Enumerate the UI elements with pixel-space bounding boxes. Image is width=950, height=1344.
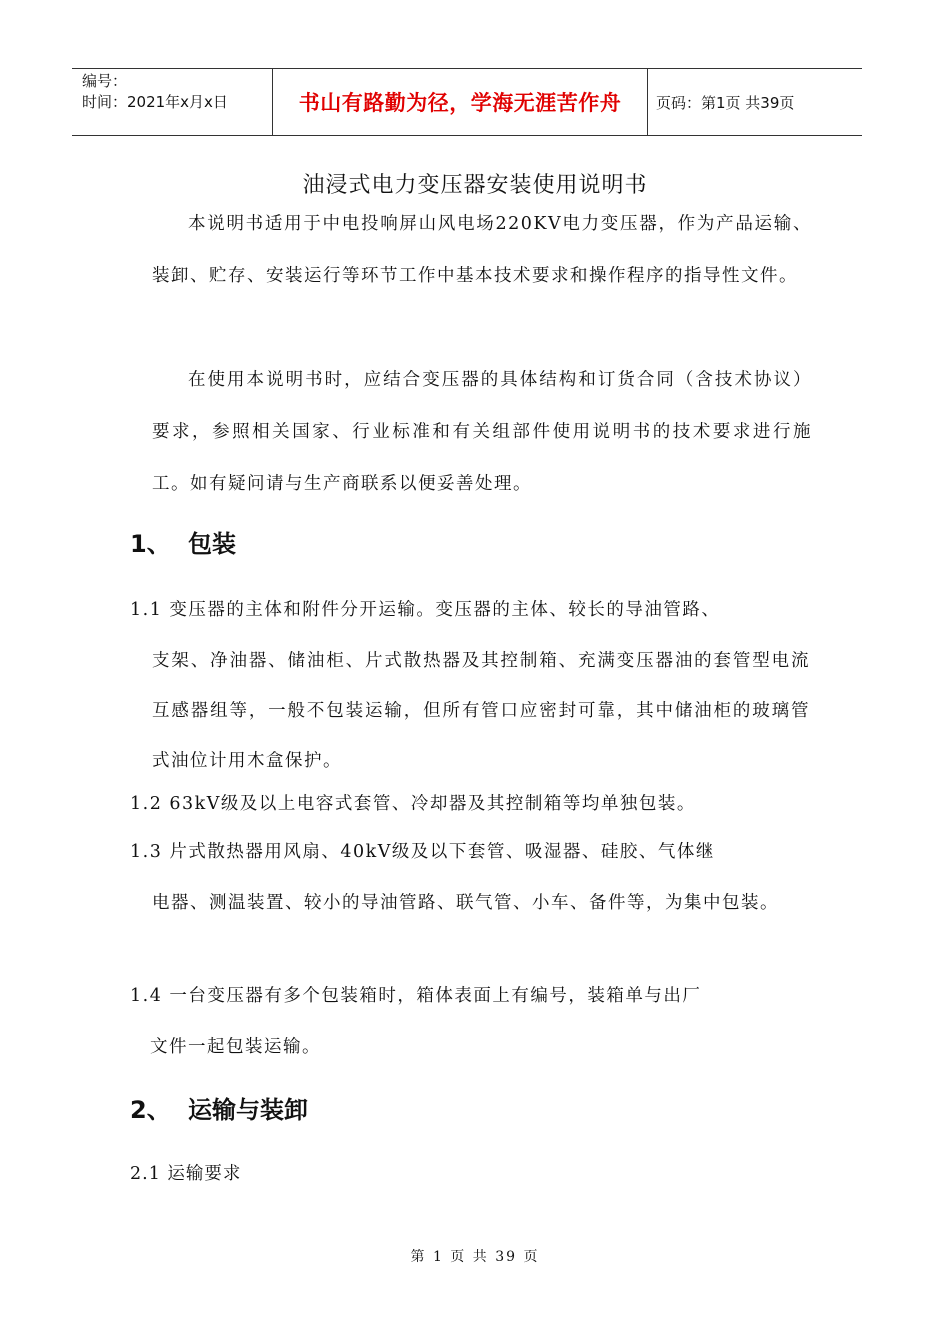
intro-paragraph-2: 在使用本说明书时，应结合变压器的具体结构和订货合同（含技术协议）要求，参照相关国家、行业标准和有关组部件使用说明书的技术要求进行施工。如有疑问请与生产商联系以便妥善处理。 <box>152 370 812 494</box>
item-1-1-first-line: 1.1 变压器的主体和附件分开运输。变压器的主体、较长的导油管路、 <box>130 600 721 620</box>
section-2-title: 运输与装卸 <box>188 1096 308 1124</box>
section-1-number: 1、 <box>130 530 171 558</box>
list-item-1-2 <box>130 778 810 830</box>
motto: 书山有路勤为径，学海无涯苦作舟 <box>273 69 648 135</box>
section-2-heading <box>130 1090 308 1125</box>
item-1-2-first-line: 1.2 63kV级及以上电容式套管、冷却器及其控制箱等均单独包装。 <box>130 794 696 814</box>
item-1-4-continuation: 文件一起包装运输。 <box>150 1037 321 1057</box>
section-1-heading <box>130 524 236 559</box>
page-footer: 第 1 页 共 39 页 <box>410 1249 540 1265</box>
subsection-2-1: 2.1 运输要求 <box>130 1164 242 1184</box>
item-1-4-first-line: 1.4 一台变压器有多个包装箱时，箱体表面上有编号，装箱单与出厂 <box>130 986 702 1006</box>
list-item-1-4 <box>130 970 810 1072</box>
document-title: 油浸式电力变压器安装使用说明书 <box>302 173 648 198</box>
section-2-number: 2、 <box>130 1096 171 1124</box>
item-1-3-first-line: 1.3 片式散热器用风扇、40kV级及以下套管、吸湿器、硅胶、气体继 <box>130 842 715 862</box>
list-item-1-3 <box>130 826 810 928</box>
item-1-3-continuation: 电器、测温装置、较小的导油管路、联气管、小车、备件等，为集中包装。 <box>152 893 779 913</box>
intro-paragraph-1: 本说明书适用于中电投响屏山风电场220KV电力变压器，作为产品运输、装卸、贮存、安装运行等环节工作中基本技术要求和操作程序的指导性文件。 <box>152 214 812 286</box>
page-header <box>72 68 862 136</box>
number-label: 编号： <box>82 72 128 90</box>
section-1-title: 包装 <box>188 530 236 558</box>
time-label: 时间：2021年x月x日 <box>82 93 228 111</box>
page-label: 页码：第1页 共39页 <box>656 93 795 112</box>
item-1-1-continuation: 支架、净油器、储油柜、片式散热器及其控制箱、充满变压器油的套管型电流互感器组等，一般不包装运输，但所有管口应密封可靠，其中储油柜的玻璃管式油位计用木盒保护。 <box>152 651 810 771</box>
header-left-cell <box>72 69 273 135</box>
list-item-1-1 <box>130 584 810 786</box>
